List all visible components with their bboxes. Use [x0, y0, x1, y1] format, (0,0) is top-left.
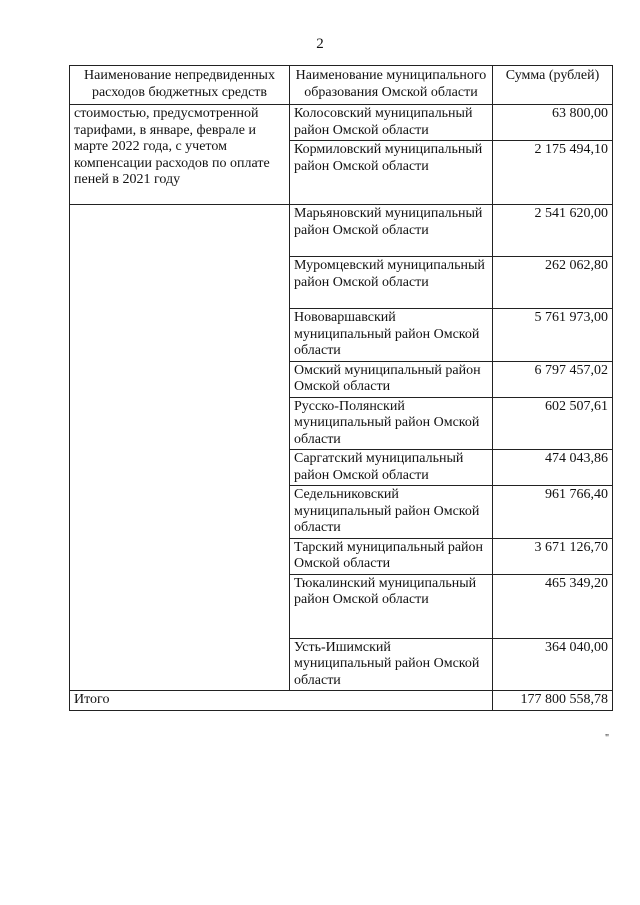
municipality-cell: Колосовский муниципальный район Омской области — [290, 105, 493, 141]
expense-purpose-continuation — [70, 205, 290, 691]
municipality-cell: Усть-Ишимский муниципальный район Омской области — [290, 638, 493, 691]
amount-cell: 262 062,80 — [493, 257, 613, 309]
closing-quote-mark: " — [605, 733, 610, 744]
amount-cell: 2 175 494,10 — [493, 141, 613, 205]
municipality-cell: Тюкалинский муниципальный район Омской области — [290, 574, 493, 638]
header-amount: Сумма (рублей) — [493, 66, 613, 105]
total-amount: 177 800 558,78 — [493, 691, 613, 711]
total-label: Итого — [70, 691, 493, 711]
header-expense-name: Наименование непредвиденных расходов бюджетных средств — [70, 66, 290, 105]
amount-cell: 5 761 973,00 — [493, 309, 613, 362]
total-row — [70, 691, 613, 711]
page-number: 2 — [316, 36, 324, 52]
budget-table — [69, 65, 613, 711]
municipality-cell: Муромцевский муниципальный район Омской области — [290, 257, 493, 309]
amount-cell: 6 797 457,02 — [493, 361, 613, 397]
amount-cell: 3 671 126,70 — [493, 538, 613, 574]
municipality-cell: Нововаршавский муниципальный район Омской области — [290, 309, 493, 362]
municipality-cell: Тарский муниципальный район Омской области — [290, 538, 493, 574]
municipality-cell: Марьяновский муниципальный район Омской области — [290, 205, 493, 257]
amount-cell: 961 766,40 — [493, 486, 613, 539]
amount-cell: 364 040,00 — [493, 638, 613, 691]
municipality-cell: Саргатский муниципальный район Омской области — [290, 450, 493, 486]
header-municipality: Наименование муниципального образования Омской области — [290, 66, 493, 105]
amount-cell: 465 349,20 — [493, 574, 613, 638]
expense-purpose-cell: стоимостью, предусмотренной тарифами, в январе, феврале и марте 2022 года, с учетом компенсации расходов по оплате пеней в 2021 году — [70, 105, 290, 205]
amount-cell: 63 800,00 — [493, 105, 613, 141]
table-row — [70, 105, 613, 141]
table-row — [70, 205, 613, 257]
amount-cell: 2 541 620,00 — [493, 205, 613, 257]
municipality-cell: Кормиловский муниципальный район Омской области — [290, 141, 493, 205]
amount-cell: 474 043,86 — [493, 450, 613, 486]
table-header-row — [70, 66, 613, 105]
municipality-cell: Седельниковский муниципальный район Омской области — [290, 486, 493, 539]
municipality-cell: Русско-Полянский муниципальный район Омской области — [290, 397, 493, 450]
municipality-cell: Омский муниципальный район Омской области — [290, 361, 493, 397]
amount-cell: 602 507,61 — [493, 397, 613, 450]
